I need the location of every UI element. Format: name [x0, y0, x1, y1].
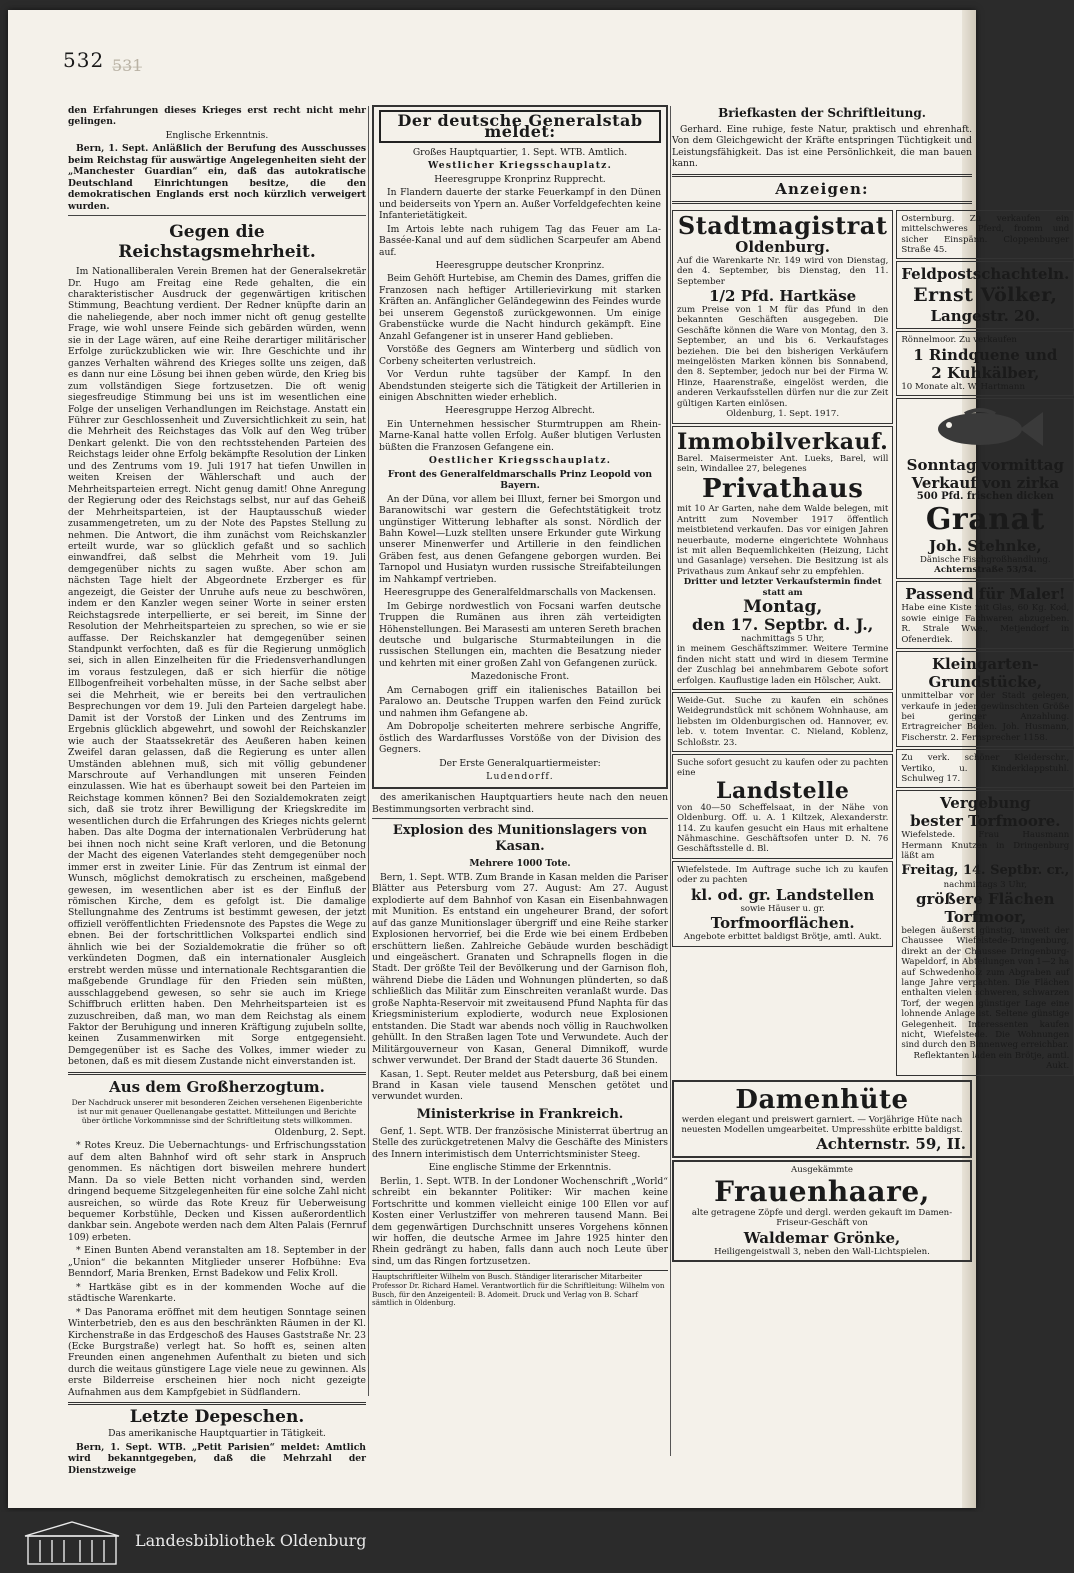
grossherzogtum-item: * Rotes Kreuz. Die Uebernachtungs- und Erfrischungsstation auf dem alten Bahnhof wird oft sehr stark in Anspruch genommen. Es nächtigen dort bisweilen mehrere hundert Mann. Da so viele Betten nicht vorhanden sind, werden dringend bequeme Sitzgelegenheiten für eine solche Zahl nicht ausreichen, so würde das Rote Kreuz für Ueberweisung bequemer Korbstühle, Decken und Kissen außerordentlich dankbar sein. Angebote werden nach dem Alten Palais (Fernruf 109) erbeten.: [68, 1140, 366, 1243]
fisch-qty: 500 Pfd. frischen dicken: [916, 491, 1054, 503]
rinder-small: 10 Monate alt. W. Hartmann: [901, 381, 1026, 392]
ad-stadtmagistrat: [672, 210, 893, 424]
ads-right: [896, 208, 1074, 1078]
ad-fisch: [896, 398, 1074, 579]
generalstab-box: [372, 105, 668, 789]
column-1: [68, 105, 366, 1478]
frauenhaare-title: Frauenhaare,: [714, 1174, 930, 1208]
kronprinz-text: Beim Gehöft Hurtebise, am Chemin des Dames, griffen die Franzosen nach heftiger Artillerievirkung mit starken Kräften an. Anfänglicher Geländegewinn des Feindes wurde bei unserem Gegenstoß zurückgewonnen. Um einige Grabenstücke wurde die Nacht hindurch gekämpft. Eine Anzahl Gefangener ist in unserer Hand geblieben.: [379, 273, 662, 342]
maler-title: Passend für Maler!: [905, 585, 1066, 604]
ad-kleingarten: [896, 651, 1074, 747]
generalstab-dateline: Großes Hauptquartier, 1. Sept. WTB. Amtlich.: [412, 146, 628, 158]
landstellen-text-2: sowie Häuser u. gr.: [740, 903, 825, 914]
feldpost-title: Feldpostschachteln.: [901, 265, 1070, 284]
albrecht-heading: Heeresgruppe Herzog Albrecht.: [445, 405, 595, 417]
column-3: [672, 105, 1070, 1264]
immobilverkauf-text-3: Dritter und letzter Verkaufstermin findet statt am: [683, 577, 882, 598]
generalstab-signature-title: Der Erste Generalquartiermeister:: [439, 757, 601, 769]
frauenhaare-pre: Ausgekämmte: [791, 1165, 853, 1176]
frankreich-heading: Ministerkrise in Frankreich.: [416, 1106, 624, 1122]
mazedon-heading: Mazedonische Front.: [470, 671, 570, 683]
pferd-text: Osternburg. Zu verkaufen ein mittelschweres Pferd, fromm und sicher Einspänn. Cloppenburger Straße 45.: [901, 213, 1070, 256]
torfmoore-signature: Reflektanten laden ein Brötje, amtl. Aukt.: [913, 1050, 1070, 1072]
depeschen-heading: Letzte Depeschen.: [129, 1407, 305, 1428]
ad-maler: [896, 581, 1074, 649]
ad-damenhuete: [672, 1080, 972, 1159]
divider: [68, 215, 366, 216]
reichstag-heading: Gegen die Reichstagsmehrheit.: [118, 222, 316, 263]
ad-frauenhaare: [672, 1160, 972, 1262]
stadtmagistrat-date: Oldenburg, 1. Sept. 1917.: [726, 409, 840, 420]
immobilverkauf-text-4: in meinem Geschäftszimmer. Weitere Termine finden nicht statt und wird in diesem Termine der Zuschlag bei annehmbarem Gebote sofort erfolgen. Kauflustige laden ein Hölscher, Aukt.: [677, 644, 889, 686]
landstelle-pre: Suche sofort gesucht zu kaufen oder zu pachten eine: [677, 758, 889, 779]
kronprinz-heading: Heeresgruppe deutscher Kronprinz.: [435, 259, 605, 271]
library-name[interactable]: Landesbibliothek Oldenburg: [135, 1531, 367, 1550]
grossherzogtum-item: * Hartkäse gibt es in der kommenden Woche auf die städtische Warenkarte.: [68, 1281, 366, 1305]
landstelle-title: Landstelle: [715, 777, 850, 804]
kasan-subheading: Mehrere 1000 Tote.: [469, 858, 571, 870]
immobilverkauf-time: nachmittags 5 Uhr,: [740, 633, 825, 644]
torfmoorflaechen-text: Angebote erbittet baldigst Brötje, amtl. Aukt.: [683, 932, 882, 943]
ads-row: [672, 208, 1070, 1078]
ad-rinder: [896, 331, 1074, 396]
englische-stimme-text: Berlin, 1. Sept. WTB. In der Londoner Wochenschrift „World“ schreibt ein bekannter Politiker: Wir machen keine Fortschritte und kommen vielleicht einige 100 Ellen vor auf Kosten einer Verlustziffer von mehreren tausend Mann. Bei dem gegenwärtigen Durchschnitt unseres Vorgehens können wir hoffen, die deutsche Armee im Jahre 1925 hinter den Rhein gedrängt zu haben, falls dann auch noch Leute über sind, um das Ringen fortzusetzen.: [372, 1175, 668, 1267]
privathaus-title: Privathaus: [701, 474, 864, 505]
frauenhaare-address: Heiligengeistwall 3, neben den Wall-Lichtspielen.: [714, 1246, 930, 1257]
grossherzogtum-note: Der Nachdruck unserer mit besonderen Zeichen versehenen Eigenberichte ist nur mit genauer Quellenangabe gestattet. Mitteilungen und Berichte über örtliche Vorkommnisse sind der Schriftleitung stets willkommen.: [71, 1097, 363, 1125]
page-number: 532: [63, 48, 105, 72]
frauenhaare-text: alte getragene Zöpfe und dergl. werden gekauft im Damen-Friseur-Geschäft von: [691, 1207, 953, 1229]
stehnke-sub: Dänische Fischgroßhandlung.: [920, 554, 1051, 565]
anzeigen-heading: Anzeigen:: [775, 179, 869, 198]
divider: [672, 201, 972, 204]
landstellen-title: kl. od. gr. Landstellen: [690, 885, 875, 904]
library-building-icon: [20, 1518, 125, 1568]
ad-pferd: [896, 210, 1074, 260]
leopold-text: An der Düna, vor allem bei Illuxt, ferner bei Smorgon und Baranowitschi war gestern die Gefechtstätigkeit trotz ungünstiger Witterung lebhafter als sonst. Nördlich der Bahn Kowel—Luzk stellten unsere Erkunder gute Wirkung unserer Minenwerfer und Artillerie in den feindlichen Gräben fest, aus denen Gefangene geborgen wurden. Bei Tarnopol und Husiatyn wurden russische Streifabteilungen im Nahkampf vertrieben.: [379, 493, 661, 585]
immobilverkauf-date-2: den 17. Septbr. d. J.,: [691, 614, 874, 634]
ad-immobilverkauf: [672, 426, 893, 691]
grossherzogtum-item: * Das Panorama eröffnet mit dem heutigen Sonntage seinen Winterbetrieb, den es aus den beschränkten Räumen in der Kl. Kirchenstraße in das Erdgeschoß des Hauses Gaststraße Nr. 23 (Ecke Burgstraße) verlegt hat. So hofft es, seinen alten Freunden einen angenehmen Aufenthalt zu bieten und sich durch die weitaus günstigere Lage viele neue zu gewinnen. Als erste Bilderreise erscheinen hier noch nicht gezeigte Aufnahmen aus dem Kampfgebiet in Südflandern.: [68, 1306, 366, 1398]
frankreich-text: Genf, 1. Sept. WTB. Der französische Ministerrat übertrug an Stelle des zurückgetretenen Malvy die Geschäfte des Ministers des Innern interimistisch dem Unterrichtsminister Steeg.: [372, 1125, 668, 1160]
mackensen-text: Im Gebirge nordwestlich von Focsani warfen deutsche Truppen die Rumänen aus ihren zäh verteidigten Höhenstellungen. Bei Marasesti am unteren Sereth brachen deutsche und bulgarische Sturmabteilungen in die russischen Stellungen ein, machten die Besatzung nieder und kehrten mit einer großen Zahl von Gefangenen zurück.: [379, 600, 661, 669]
weide-text: Weide-Gut. Suche zu kaufen ein schönes Weidegrundstück mit schönem Wohnhause, am liebsten im Oldenburgischen od. Hannover, ev. leb. v. totem Inventar. C. Nieland, Koblenz, Schloßstr. 23.: [677, 696, 889, 748]
impressum: Hauptschriftleiter Wilhelm von Busch. Ständiger literarischer Mitarbeiter Professor Dr. Richard Hamel. Verantwortlich für die Schriftleitung: Wilhelm von Busch, für den Anzeigenteil: B. Adomeit. Druck und Verlag von B. Scharf sämtlich in Oldenburg.: [372, 1270, 668, 1307]
divider: [372, 818, 668, 819]
continuation-text: des amerikanischen Hauptquartiers heute nach den neuen Bestimmungsorten verbracht sind.: [372, 792, 668, 815]
grossherzogtum-item: * Einen Bunten Abend veranstalten am 18. September in der „Union“ die bekannten Mitglieder unserer Hofbühne: Eva Benndorf, Maria Brenken, Ernst Badekow und Felix Kroll.: [68, 1245, 366, 1280]
voelker-name: Ernst Völker,: [913, 284, 1058, 307]
frauenhaare-name: Waldemar Grönke,: [743, 1228, 901, 1247]
grossherzogtum-heading: Aus dem Großherzogtum.: [109, 1077, 325, 1096]
rinder-title-1: 1 Rindquene und: [913, 345, 1058, 364]
rinder-title-2: 2 Kuhkälber,: [931, 363, 1040, 382]
depeschen-subheading: Das amerikanische Hauptquartier in Tätigkeit.: [108, 1428, 326, 1440]
divider: [68, 1072, 366, 1075]
kleingarten-title: Kleingarten-Grundstücke,: [928, 655, 1043, 692]
reichstag-text: Im Nationalliberalen Verein Bremen hat der Generalsekretär Dr. Hugo am Freitag eine Rede gehalten, die ein charakteristischer Ausdruck der gegenwärtigen kritischen Stimmung, Beachtung verdient. Der Redner knüpfte darin an die naheliegende, aber noch immer nicht oft genug gestellte Frage, wie wohl unsere Feinde sich gebärden würden, wenn sie in der Lage wären, auf eine Reihe derartiger militärischer Erfolge zurückzublicken wie wir. Ihre Geschichte und ihr ganzes Verhalten während des Krieges sollte uns zeigen, daß es dann nur eine Lösung bei ihnen geben würde, den Krieg bis zum vollständigen Siege fortzusetzen. Die oft wenig siegesfreudige Stimmung bei uns ist im wesentlichen eine Folge der unseligen Verhandlungen im Reichstage. Anstatt ein Führer zur Geschlossenheit und Zuversichtlichkeit zu sein, hat die Mehrheit des Reichstages das Volk auf den Weg trüber Denkart gelenkt. Die von den rechtsstehenden Parteien des Reichstags leider ohne Erfolg bekämpfte Resolution der Linken und des Zentrums vom 19. Juli 1917 hat tiefen Unwillen in weiten Kreisen der Wählerschaft und auch der Mehrheitsparteien erregt. Nicht genug damit! Ohne Anregung der Regierung oder des Reichstags selbst, nur auf das Geheiß der Mehrheitsparteien, ist der Hauptausschuß wieder zusammengetreten, um zu der Note des Papstes Stellung zu nehmen. Die Antwort, die ihm zunächst vom Reichskanzler erteilt wurde, war so glücklich gefaßt und so sachlich einwandfrei, daß selbst die Mehrheit vom 19. Juli demgegenüber nichts zu sagen wußte. Aber schon am nächsten Tage hielt der Abgeordnete Erzberger es für angezeigt, die Geister der Unruhe aufs neue zu beschwören, indem er den Kanzler wegen seiner Worte in seiner ersten Reichstagsrede interpellierte, er sei bereit, im Sinne der Resolution der Mehrheitsparteien zu sprechen, so wie er sie auffasse. Der Reichskanzler hat demgegenüber seinen Standpunkt verfochten, daß es für die Regierung unmöglich sei, sich in allen Einzelheiten für die Friedensverhandlungen im voraus festzulegen, daß er sich hierfür die nötige Ellbogenfreiheit vorbehalten müsse, in der Sache selbst aber sei die Mehrheit, wie er bereits bei den vertraulichen Besprechungen vor dem 19. Juli den Parteien dargelegt habe. Damit ist der Vorstoß der Linken und des Zentrums im Ergebnis glücklich abgewehrt, und sowohl der Reichskanzler wie auch der Staatssekretär des Aeußeren haben keinen Zweifel daran gelassen, daß die Regierung es unter allen Umständen ablehnen muß, sich mit völlig gebundener Marschroute auf Verhandlungen mit unseren Feinden einzulassen. Wie hat es überhaupt soweit bei den Parteien im Reichstage kommen können? Bei den Sozialdemokraten zeigt sich, daß sie trotz ihrer Bewilligung der Kriegskredite im wesentlichen durch die Erfahrungen des Krieges nichts gelernt haben. Das alte Dogma der internationalen Verbrüderung hat bei ihnen noch nicht seine Kraft verloren, und die Betonung der Macht des eigenen Vaterlandes steht demgegenüber noch immer erst in zweiter Linie. Für das Zentrum ist einmal der Wunsch, möglichst demokratisch zu erscheinen, maßgebend gewesen, im wesentlichen aber ist es der Einfluß der römischen Kirche, dem es gefolgt ist. Die damalige Stellungnahme des Zentrums ist bestimmt gewesen, der jetzt offiziell veröffentlichten Friedensnote des Papstes die Wege zu ebnen. Bei der fortschrittlichen Volkspartei endlich sind ähnlich wie bei der Sozialdemokratie die früher so oft verkündeten Dogmen, daß ein internationaler Ausgleich erstrebt werden müsse und internationale Rechtsgarantien die maßgebende Grundlage für den Frieden sein müßten, ausschlaggebend gewesen, so sehr sie auch im Kriege Schiffbruch erlitten haben. Den Mehrheitsparteien ist es zuzuschreiben, daß man, wo man dem Reichstag als einem Faktor der Beruhigung und inneren Kräftigung zujubeln sollte, keinen Zusammenwirken mit Sorge entgegensieht. Demgegenüber ist es Sache des Volkes, immer wieder zu betonen, daß es mit diesem Zustande nicht einverstanden ist.: [68, 266, 366, 1068]
damenhuete-address: Achternstr. 59, II.: [816, 1135, 966, 1154]
ad-landstellen: [672, 861, 893, 947]
torfmoore-title-2: bester Torfmoore.: [910, 812, 1061, 831]
verdun-text: Vor Verdun ruhte tagsüber der Kampf. In den Abendstunden steigerte sich die Tätigkeit der Artillerien in einigen Abschnitten wieder erheblich.: [379, 369, 661, 403]
immobilverkauf-title: Immobilverkauf.: [677, 428, 889, 455]
rupprecht-heading: Heeresgruppe Kronprinz Rupprecht.: [434, 173, 606, 185]
artois-text: Im Artois lebte nach ruhigem Tag das Feuer am La-Bassée-Kanal und auf dem südlichen Scarpeufer am Abend auf.: [379, 223, 661, 258]
generalstab-signature: Ludendorff.: [486, 771, 554, 783]
torfmoore-title-1: Vergebung: [940, 794, 1031, 813]
kleingarten-text: unmittelbar vor der Stadt gelegen, verkaufe in jeder gewünschten Größe bei geringer Anzahlung. Ertragreicher Boden. Joh. Husmann, Fischerstr. 2. Fernsprecher 1158.: [901, 691, 1070, 743]
torfmoore-text-2: belegen äußerst günstig, unweit der Chaussee Wiefelstede-Dringenburg, direkt an der Chaussee Dringenburg-Wapeldorf, in Abteilungen von 1—2 ha auf Schwedenholz zum Abgraben auf lange Jahre verpachten. Die Flächen enthalten vielen schweren, schwarzen Torf, der wegen günstiger Lage eine lohnende Anlage ist. Seltene günstige Gelegenheit. Interessenten kaufen nicht, Wiefelstede. Die Wohnungen sind durch den Binnenweg erreichbar.: [901, 925, 1070, 1051]
page-number-ghost: 5̶3̶1̶: [112, 56, 143, 75]
column-divider: [368, 106, 369, 1396]
briefkasten-heading: Briefkasten der Schriftleitung.: [718, 106, 926, 120]
kasan-text: Bern, 1. Sept. WTB. Zum Brande in Kasan melden die Pariser Blätter aus Petersburg vom 27. August: Am 27. August explodierte auf dem Bahnhof von Kasan ein Eisenbahnwagen mit Munition. Es entstand ein ungeheurer Brand, der sofort auf das ganze Munitionslager übergriff und eine Reihe starker Explosionen hervorrief, bei die Erde wie bei einem Erdbeben erschüttern ließen. Zahlreiche Gebäude wurden beschädigt und eingeäschert. Granaten und Schrapnells flogen in die Stadt. Der größte Teil der Bevölkerung und der Garnison floh, während Diebe die Läden und Wohnungen plünderten, so daß schließlich das Militär zum Einschreiten veranlaßt wurde. Das große Naphta-Reservoir mit zweitausend Pfund Naphta für das Kriegsministerium explodierte, wodurch neue Explosionen entstanden. Die Stadt war abends noch völlig in Rauchwolken gehüllt. In den Straßen lagen Tote und Verwundete. Auch der Militärgouverneur von Kasan, General Dimnikoff, wurde schwer verwundet. Der Brand der Stadt dauerte 36 Stunden.: [372, 871, 668, 1067]
albrecht-text: Ein Unternehmen hessischer Sturmtruppen am Rhein-Marne-Kanal hatte vollen Erfolg. Außer blutigen Verlusten büßten die Franzosen Gefangene ein.: [379, 418, 661, 453]
ads-left: [672, 208, 893, 1078]
rinder-text: Rönnelmoor. Zu verkaufen: [901, 335, 1017, 346]
vorstoss-text: Vorstöße des Gegners am Winterberg und südlich von Corbeny scheiterten verlustreich.: [379, 344, 661, 367]
ad-torfmoore: [896, 790, 1074, 1075]
immobilverkauf-date-1: Montag,: [743, 596, 823, 617]
damenhuete-text: werden elegant und preiswert garniert. — Vorjährige Hüte nach neuesten Modellen umgearbeitet. Umpresshüte erbitte baldigst.: [681, 1114, 963, 1136]
kleiderschrank-text: Zu verk. schöner Kleiderschr., Vertiko, u. Kinderklappstuhl. Schulweg 17.: [901, 753, 1070, 784]
stadtmagistrat-city: Oldenburg.: [735, 237, 831, 256]
torfmoore-time: nachmittags 3 Uhr,: [943, 879, 1028, 890]
briefkasten-text: Gerhard. Eine ruhige, feste Natur, praktisch und ehrenhaft. Von dem Gleichgewicht der Kräfte entspringen Tüchtigkeit und Leistungsfähigkeit. Das ist eine Persönlichkeit, die man bauen kann.: [672, 124, 972, 170]
immobilverkauf-text: Barel. Maisermeister Ant. Lueks, Barel, will sein, Windallee 27, belegenes: [677, 453, 889, 474]
ad-kleiderschrank: [896, 749, 1074, 788]
article-intro: den Erfahrungen dieses Krieges erst recht nicht mehr gelingen.: [68, 105, 366, 128]
newspaper-page: [8, 10, 1070, 1508]
stadtmagistrat-title: Stadtmagistrat: [677, 210, 888, 240]
torfmoore-date: Freitag, 14. Septbr. cr.,: [901, 862, 1070, 878]
west-heading: Westlicher Kriegsschauplatz.: [428, 160, 612, 172]
rupprecht-text: In Flandern dauerte der starke Feuerkampf in den Dünen und beiderseits von Ypern an. Außer Vorfeldgefechten keine Infanterietätigkeit.: [379, 187, 661, 222]
torfmoore-text: Wiefelstede. Frau Hausmann Hermann Knutzen in Dringenburg läßt am: [901, 830, 1070, 862]
fisch-name: Granat: [925, 501, 1045, 537]
england-heading: Englische Erkenntnis.: [165, 129, 269, 141]
divider: [672, 174, 972, 177]
ad-landstelle: [672, 754, 893, 859]
divider: [68, 1402, 366, 1405]
leopold-heading: Front des Generalfeldmarschalls Prinz Leopold von Bayern.: [387, 468, 653, 492]
ad-weide-gut: [672, 692, 893, 752]
generalstab-title: Der deutsche Generalstab meldet:: [379, 110, 661, 143]
immobilverkauf-text-2: mit 10 Ar Garten, nahe dem Walde belegen, mit Antritt zum November 1917 öffentlich meistbietend verkaufen. Das vor einigen Jahren neuerbaute, moderne eingerichtete Wohnhaus ist mit allen Bequemlichkeiten (Heizung, Licht und Gasanlage) versehen. Die Besitzung ist als Privathaus zum Ankauf sehr zu empfehlen.: [677, 504, 889, 577]
fish-icon: [925, 404, 1045, 454]
landstelle-text: von 40—50 Scheffelsaat, in der Nähe von Oldenburg. Off. u. A. 1 Kiltzek, Alexanderstr. 114. Zu kaufen gesucht ein Haus mit erhaltene Nähmaschine. Geschäftsofen unter D. N. 76 Geschäftsstelle d. Bl.: [677, 802, 889, 855]
kasan-text-2: Kasan, 1. Sept. Reuter meldet aus Petersburg, daß bei einem Brand in Kasan viele tausend Menschen getötet und verwundet wurden.: [372, 1068, 668, 1103]
fisch-heading: Sonntag vormittag: [906, 456, 1064, 475]
mazedon-text: Am Cernabogen griff ein italienisches Bataillon bei Paralowo an. Deutsche Truppen warfen den Feind zurück und nahmen ihm Gefangene ab.: [379, 684, 661, 719]
column-2: [372, 105, 668, 1308]
voelker-address: Langestr. 20.: [930, 307, 1041, 326]
fisch-sub: Verkauf von zirka: [911, 474, 1060, 493]
dobro-text: Am Dobropolje scheiterten mehrere serbische Angriffe, östlich des Wardarflusses Vorstöße von der Division des Gegners.: [379, 721, 661, 756]
damenhuete-title: Damenhüte: [735, 1084, 909, 1115]
stadtmagistrat-item: 1/2 Pfd. Hartkäse: [709, 287, 857, 306]
englische-stimme-heading: Eine englische Stimme der Erkenntnis.: [428, 1162, 612, 1174]
landstellen-text: Wiefelstede. Im Auftrage suche ich zu kaufen oder zu pachten: [677, 864, 889, 886]
england-text: Bern, 1. Sept. Anläßlich der Berufung des Ausschusses beim Reichstag für auswärtige Angelegenheiten sieht der „Manchester Guardian“ ein, daß das autokratische Deutschland Einrichtungen besitze, die den demokratischen Englands erst noch kürzlich verweigert wurden.: [68, 143, 366, 212]
maler-text: Habe eine Kiste mit Glas, 60 Kg. Kod, sowie einige Fachwaren abzugeben. R. Strale Wwe., Metjendorf in Ofenerdiek.: [901, 603, 1070, 645]
mackensen-heading: Heeresgruppe des Generalfeldmarschalls von Mackensen.: [383, 587, 657, 599]
torfmoorflaechen-title: Torfmoorflächen.: [710, 914, 855, 933]
stehnke-name: Joh. Stehnke,: [928, 536, 1042, 555]
torfmoore-big: größere Flächen Torfmoor,: [916, 889, 1055, 926]
grossherzogtum-date: Oldenburg, 2. Sept.: [274, 1126, 366, 1138]
column-divider: [670, 106, 671, 1456]
stadtmagistrat-text-2: zum Preise von 1 M für das Pfund in den bekannten Geschäften ausgegeben. Die Geschäfte können die Ware von Montag, den 3. September, an und bis 6. Verkaufstages beziehen. Die bei den bisherigen Verkäufern meingelösten Marken können bis Sonnabend, den 8. September, jedoch nur bei der Firma W. Hinze, Haarenstraße, eingelöst werden, die anderen Verkaufsstellen dürfen nur die zur Zeit gültigen Karten einlösen.: [677, 305, 889, 409]
ost-heading: Oestlicher Kriegsschauplatz.: [428, 455, 612, 467]
stehnke-address: Achternstraße 53/54.: [934, 565, 1037, 576]
ad-feldpost: [896, 261, 1074, 329]
depeschen-text: Bern, 1. Sept. WTB. „Petit Parisien“ meldet: Amtlich wird bekanntgegeben, daß die Mehrzahl der Dienstzweige: [68, 1441, 366, 1476]
kasan-heading: Explosion des Munitionslagers von Kasan.: [392, 823, 648, 855]
stadtmagistrat-text: Auf die Warenkarte Nr. 149 wird von Dienstag, den 4. September, bis Dienstag, den 11. September: [677, 255, 889, 287]
